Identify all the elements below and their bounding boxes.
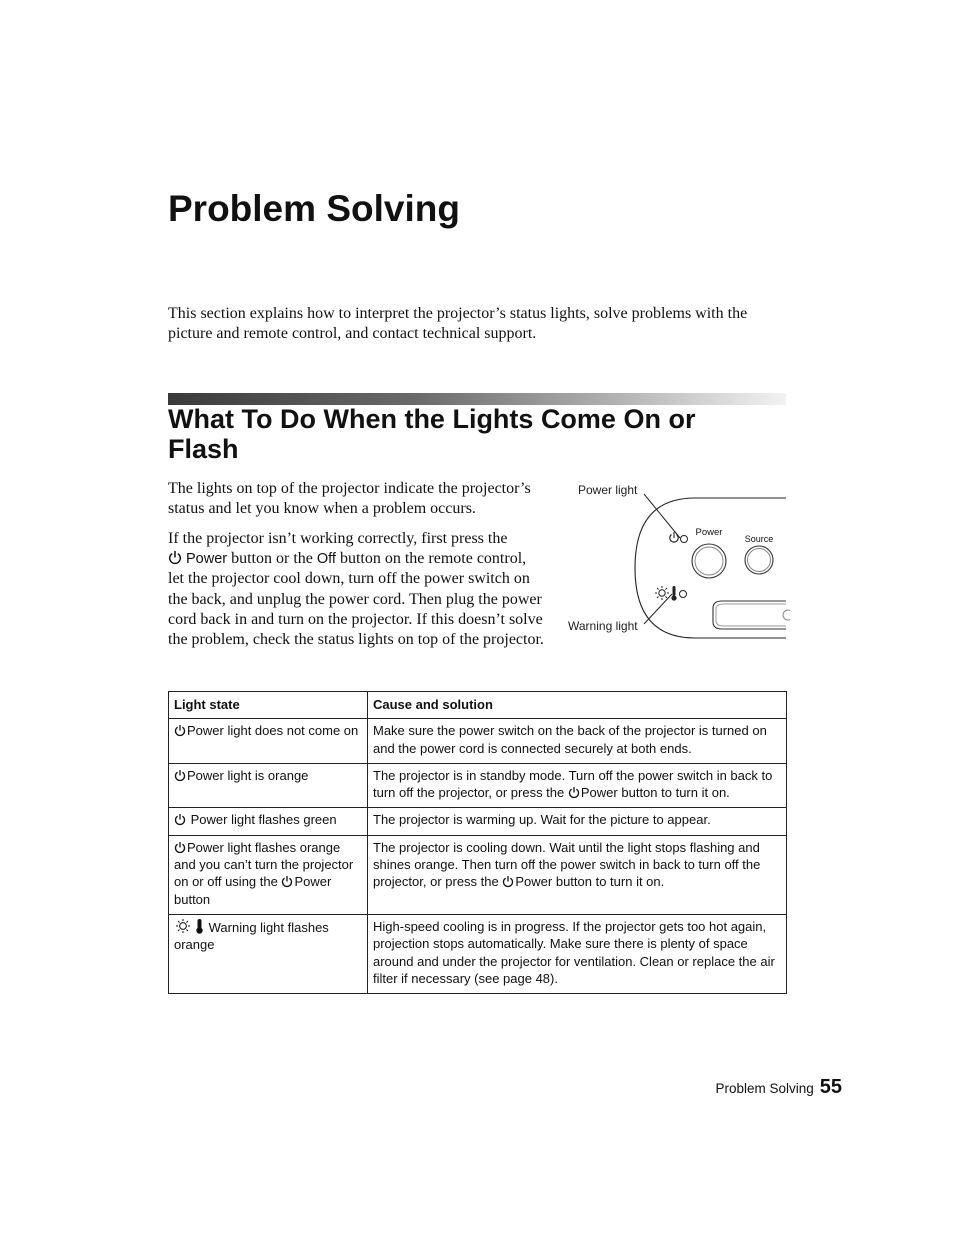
power-icon <box>174 841 186 854</box>
light-state-cell: Power light does not come on <box>169 719 368 764</box>
power-icon <box>174 813 186 826</box>
page-title: Problem Solving <box>168 188 460 229</box>
power-icon <box>174 769 186 782</box>
light-state-table <box>168 691 787 994</box>
power-light-label: Power light <box>578 483 638 497</box>
warning-light-indicator <box>680 591 687 598</box>
header-light-state: Light state <box>169 692 368 719</box>
header-cause-solution: Cause and solution <box>368 692 787 719</box>
lights-intro-paragraph: The lights on top of the projector indicate the projector’s status and let you know when a problem occurs. <box>168 480 531 518</box>
section-title: What To Do When the Lights Come On or Flash <box>168 404 696 464</box>
warning-light-leader <box>644 594 672 624</box>
power-icon <box>281 875 293 888</box>
page-number: 55 <box>819 1076 842 1098</box>
cause-cell: Make sure the power switch on the back of the projector is turned on and the power cord is connected securely at both ends. <box>368 719 787 764</box>
troubleshoot-text-mid: button or the <box>231 550 313 568</box>
warning-light-label: Warning light <box>568 619 638 633</box>
diagram-lower-button <box>713 601 786 629</box>
troubleshoot-paragraph <box>168 529 546 650</box>
power-icon <box>174 724 186 737</box>
table-row <box>169 763 787 808</box>
table-header-row <box>169 692 787 719</box>
intro-paragraph: This section explains how to interpret the projector’s status lights, solve problems with the picture and remote control, and contact technical support. <box>168 305 748 342</box>
cause-cell: The projector is cooling down. Wait until the light stops flashing and shines orange. Then turn off the power switch in back to turn off the projector, or press the Power button to turn it on. <box>368 835 787 914</box>
lamp-icon <box>174 918 194 934</box>
cause-cell: The projector is warming up. Wait for the picture to appear. <box>368 808 787 835</box>
table-row <box>169 835 787 914</box>
page-footer <box>715 1076 842 1099</box>
table-row <box>169 719 787 764</box>
lamp-icon <box>655 586 669 600</box>
troubleshoot-text-post: button on the remote control, let the projector cool down, turn off the power switch on the back, and unplug the power cord. Then plug the power cord back in and turn on the projector. If this doesn’t solve the problem, check the status lights on top of the projector. <box>168 550 544 649</box>
off-button-ref: Off <box>316 551 336 568</box>
thermometer-icon <box>671 586 676 601</box>
table-row <box>169 808 787 835</box>
power-icon <box>568 786 580 799</box>
power-button-ref: Power <box>186 551 228 568</box>
diagram-source-button-label: Source <box>744 534 774 544</box>
cause-cell: The projector is in standby mode. Turn off the power switch in back to turn off the projector, or press the Power button to turn it on. <box>368 763 787 808</box>
power-light-indicator <box>681 536 688 543</box>
thermometer-icon <box>195 918 204 934</box>
footer-section-name: Problem Solving <box>715 1081 814 1096</box>
diagram-source-button <box>745 546 773 574</box>
cause-cell: High-speed cooling is in progress. If the projector gets too hot again, projection stops automatically. Make sure there is plenty of space around and under the projector for ventilation. Clean or replace the air filter if necessary (see page 48). <box>368 914 787 993</box>
light-state-cell: Power light flashes orange and you can’t turn the projector on or off using the Power button <box>169 835 368 914</box>
power-icon <box>168 550 182 565</box>
projector-top-outline <box>635 498 786 638</box>
light-state-cell: Power light is orange <box>169 763 368 808</box>
troubleshoot-text-pre: If the projector isn’t working correctly, first press the <box>168 530 508 547</box>
light-state-cell: Warning light flashes orange <box>169 914 368 993</box>
light-state-cell: Power light flashes green <box>169 808 368 835</box>
diagram-power-button <box>692 544 726 578</box>
diagram-power-button-label: Power <box>695 527 723 538</box>
table-row <box>169 914 787 993</box>
power-icon <box>502 875 514 888</box>
